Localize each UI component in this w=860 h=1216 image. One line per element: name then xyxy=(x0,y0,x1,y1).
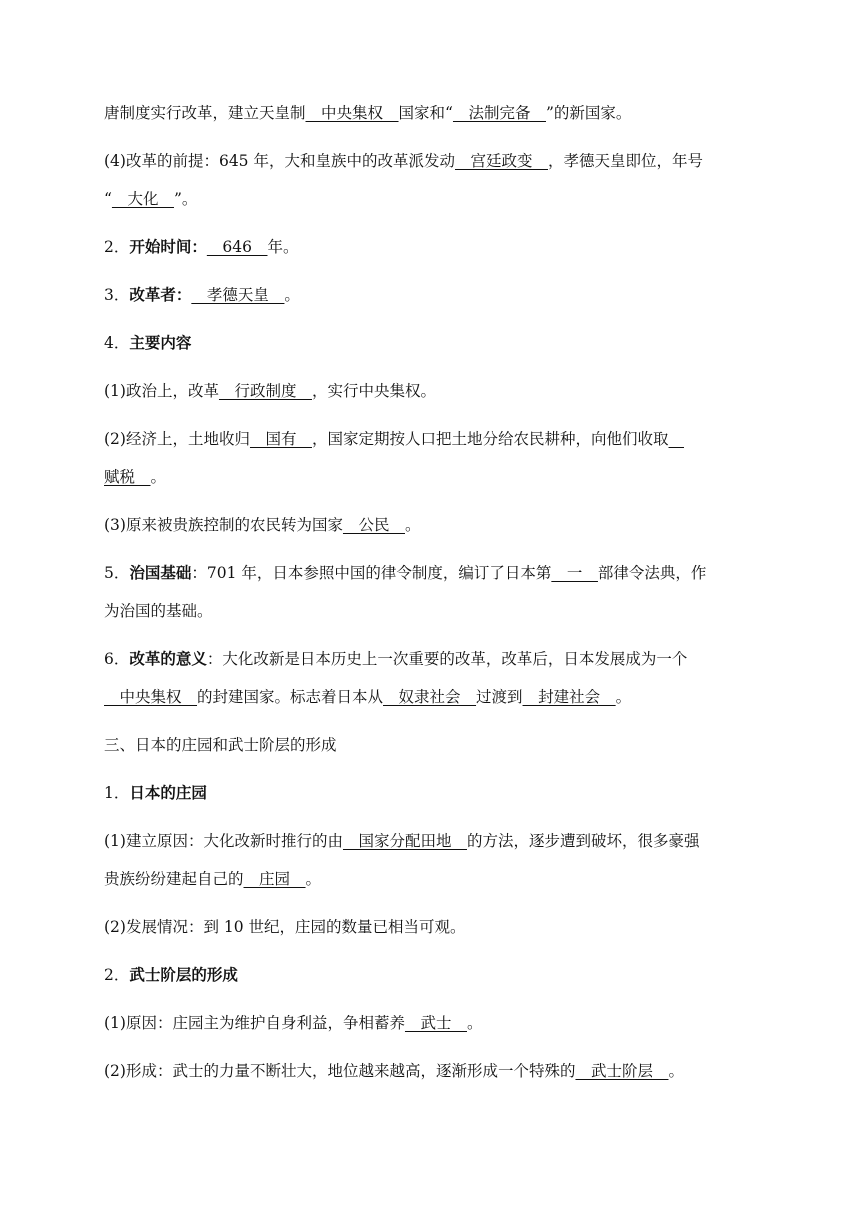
section-heading xyxy=(104,735,760,755)
text-segment: (1)政治上，改革 xyxy=(104,382,219,400)
fill-blank-answer: __ xyxy=(668,430,684,448)
text-line xyxy=(104,467,760,487)
text-segment: (4)改革的前提：645 年，大和皇族中的改革派发动 xyxy=(104,152,455,170)
text-line xyxy=(104,687,760,707)
fill-blank-answer: __封建社会__ xyxy=(522,688,616,706)
fill-blank-answer: __公民__ xyxy=(342,516,405,534)
text-segment: 。 xyxy=(305,870,322,888)
text-segment: ：701 年，日本参照中国的律令制度，编订了日本第 xyxy=(191,564,552,582)
text-line xyxy=(104,103,760,123)
text-line xyxy=(104,1061,760,1081)
item-title: 主要内容 xyxy=(129,334,192,352)
text-segment: ，孝德天皇即位，年号 xyxy=(548,152,704,170)
item-title: 武士阶层的形成 xyxy=(129,966,238,984)
text-line xyxy=(104,515,760,535)
text-segment: 唐制度实行改革，建立天皇制 xyxy=(104,104,306,122)
item-number: 6． xyxy=(104,650,130,668)
document-page xyxy=(104,103,760,1081)
text-segment: 部律令法典，作 xyxy=(597,564,707,582)
text-segment: 过渡到 xyxy=(476,688,523,706)
item-title: 开始时间： xyxy=(129,238,207,256)
text-segment: 。 xyxy=(668,1062,684,1080)
text-segment: 。 xyxy=(466,1014,483,1032)
section-heading xyxy=(104,965,760,985)
fill-blank-answer: __646__ xyxy=(206,238,268,256)
text-segment: 的方法，逐步遭到破坏，很多豪强 xyxy=(466,832,700,850)
text-line xyxy=(104,1013,760,1033)
fill-blank-answer: __武士阶层__ xyxy=(575,1062,669,1080)
text-line xyxy=(104,831,760,851)
item-title: 改革的意义 xyxy=(129,650,207,668)
text-segment: 的封建国家。标志着日本从 xyxy=(197,688,384,706)
text-segment: (2)经济上，土地收归 xyxy=(104,430,250,448)
text-segment: ：大化改新是日本历史上一次重要的改革，改革后，日本发展成为一个 xyxy=(206,650,688,668)
fill-blank-answer: __行政制度__ xyxy=(218,382,312,400)
text-line xyxy=(104,151,760,171)
text-segment: 。 xyxy=(615,688,632,706)
text-segment: ”的新国家。 xyxy=(545,104,632,122)
text-segment: ，实行中央集权。 xyxy=(311,382,436,400)
fill-blank-answer: __孝德天皇__ xyxy=(191,286,285,304)
item-number: 4． xyxy=(104,334,130,352)
text-segment: 三、日本的庄园和武士阶层的形成 xyxy=(104,736,337,754)
text-segment: 为治国的基础。 xyxy=(104,602,213,620)
text-segment: 。 xyxy=(150,468,167,486)
item-number: 5． xyxy=(104,564,130,582)
fill-blank-answer: __宫廷政变__ xyxy=(454,152,548,170)
fill-blank-answer: __大化__ xyxy=(111,190,174,208)
fill-blank-answer: __中央集权__ xyxy=(305,104,399,122)
item-title: 日本的庄园 xyxy=(129,784,207,802)
fill-blank-answer: __武士__ xyxy=(404,1014,467,1032)
fill-blank-answer: __一__ xyxy=(551,564,598,582)
text-line xyxy=(104,429,760,449)
text-line xyxy=(104,869,760,889)
text-line xyxy=(104,381,760,401)
fill-blank-answer: __国家分配田地__ xyxy=(342,832,467,850)
text-segment: “ xyxy=(104,190,112,208)
item-title: 治国基础 xyxy=(129,564,192,582)
text-segment: 国家和“ xyxy=(398,104,453,122)
text-segment: 年。 xyxy=(267,238,299,256)
text-segment: 。 xyxy=(284,286,300,304)
item-title: 改革者： xyxy=(129,286,192,304)
text-segment: ”。 xyxy=(173,190,198,208)
text-segment: 。 xyxy=(404,516,421,534)
item-number: 2． xyxy=(104,238,130,256)
item-number: 3． xyxy=(104,286,130,304)
text-line xyxy=(104,917,760,937)
item-number: 2． xyxy=(104,966,130,984)
text-line xyxy=(104,285,760,305)
fill-blank-answer: __庄园__ xyxy=(243,870,306,888)
text-segment: (3)原来被贵族控制的农民转为国家 xyxy=(104,516,343,534)
text-segment: (2)发展情况：到 10 世纪，庄园的数量已相当可观。 xyxy=(104,918,466,936)
text-segment: (1)建立原因：大化改新时推行的由 xyxy=(104,832,343,850)
fill-blank-answer: __法制完备__ xyxy=(452,104,546,122)
text-segment: (1)原因：庄园主为维护自身利益，争相蓄养 xyxy=(104,1014,405,1032)
text-line xyxy=(104,601,760,621)
fill-blank-answer: 赋税__ xyxy=(104,468,151,486)
text-line xyxy=(104,237,760,257)
section-heading xyxy=(104,333,760,353)
fill-blank-answer: __中央集权__ xyxy=(104,688,198,706)
text-line xyxy=(104,563,760,583)
text-line xyxy=(104,649,760,669)
text-line xyxy=(104,189,760,209)
section-heading xyxy=(104,783,760,803)
text-segment: 贵族纷纷建起自己的 xyxy=(104,870,244,888)
fill-blank-answer: __国有__ xyxy=(249,430,312,448)
fill-blank-answer: __奴隶社会__ xyxy=(383,688,477,706)
text-segment: ，国家定期按人口把土地分给农民耕种，向他们收取 xyxy=(311,430,669,448)
item-number: 1． xyxy=(104,784,130,802)
text-segment: (2)形成：武士的力量不断壮大，地位越来越高，逐渐形成一个特殊的 xyxy=(104,1062,576,1080)
